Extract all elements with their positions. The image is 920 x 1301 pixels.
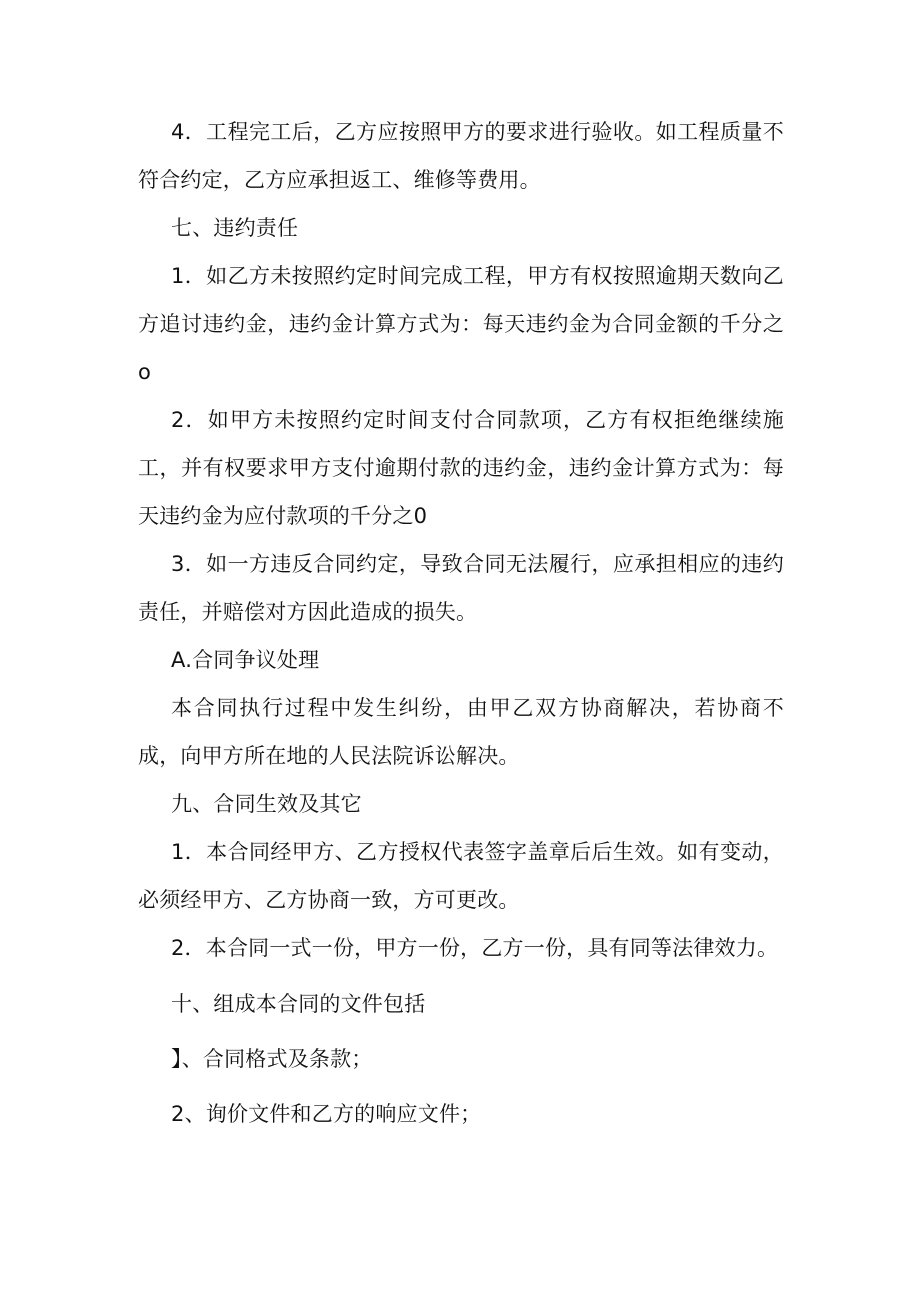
clause-1-delay-penalty: 1．如乙方未按照约定时间完成工程，甲方有权按照逾期天数向乙方追讨违约金，违约金计算方式为：每天违约金为合同金额的千分之o (138, 264, 784, 384)
section-heading-breach: 七、违约责任 (171, 216, 299, 240)
document-item-2: 2、询价文件和乙方的响应文件； (171, 1102, 482, 1126)
section-heading-effect: 九、合同生效及其它 (171, 792, 362, 816)
dispute-resolution-text: 本合同执行过程中发生纠纷，由甲乙双方协商解决，若协商不成，向甲方所在地的人民法院诉讼解决。 (138, 696, 784, 768)
clause-1-effectiveness: 1．本合同经甲方、乙方授权代表签字盖章后后生效。如有变动，必须经甲方、乙方协商一致，方可更改。 (138, 840, 784, 912)
document-item-1: 】、合同格式及条款； (171, 1047, 373, 1071)
section-heading-dispute: A.合同争议处理 (171, 648, 320, 672)
clause-2-copies: 2．本合同一式一份，甲方一份，乙方一份，具有同等法律效力。 (171, 936, 779, 960)
clause-2-payment-penalty: 2．如甲方未按照约定时间支付合同款项，乙方有权拒绝继续施工，并有权要求甲方支付逾期付款的违约金，违约金计算方式为：每天违约金为应付款项的千分之0 (138, 408, 784, 528)
clause-3-compensation: 3．如一方违反合同约定，导致合同无法履行，应承担相应的违约责任，并赔偿对方因此造成的损失。 (138, 552, 784, 624)
section-heading-documents: 十、组成本合同的文件包括 (171, 992, 426, 1016)
clause-4-acceptance: 4．工程完工后，乙方应按照甲方的要求进行验收。如工程质量不符合约定，乙方应承担返工、维修等费用。 (138, 120, 784, 192)
